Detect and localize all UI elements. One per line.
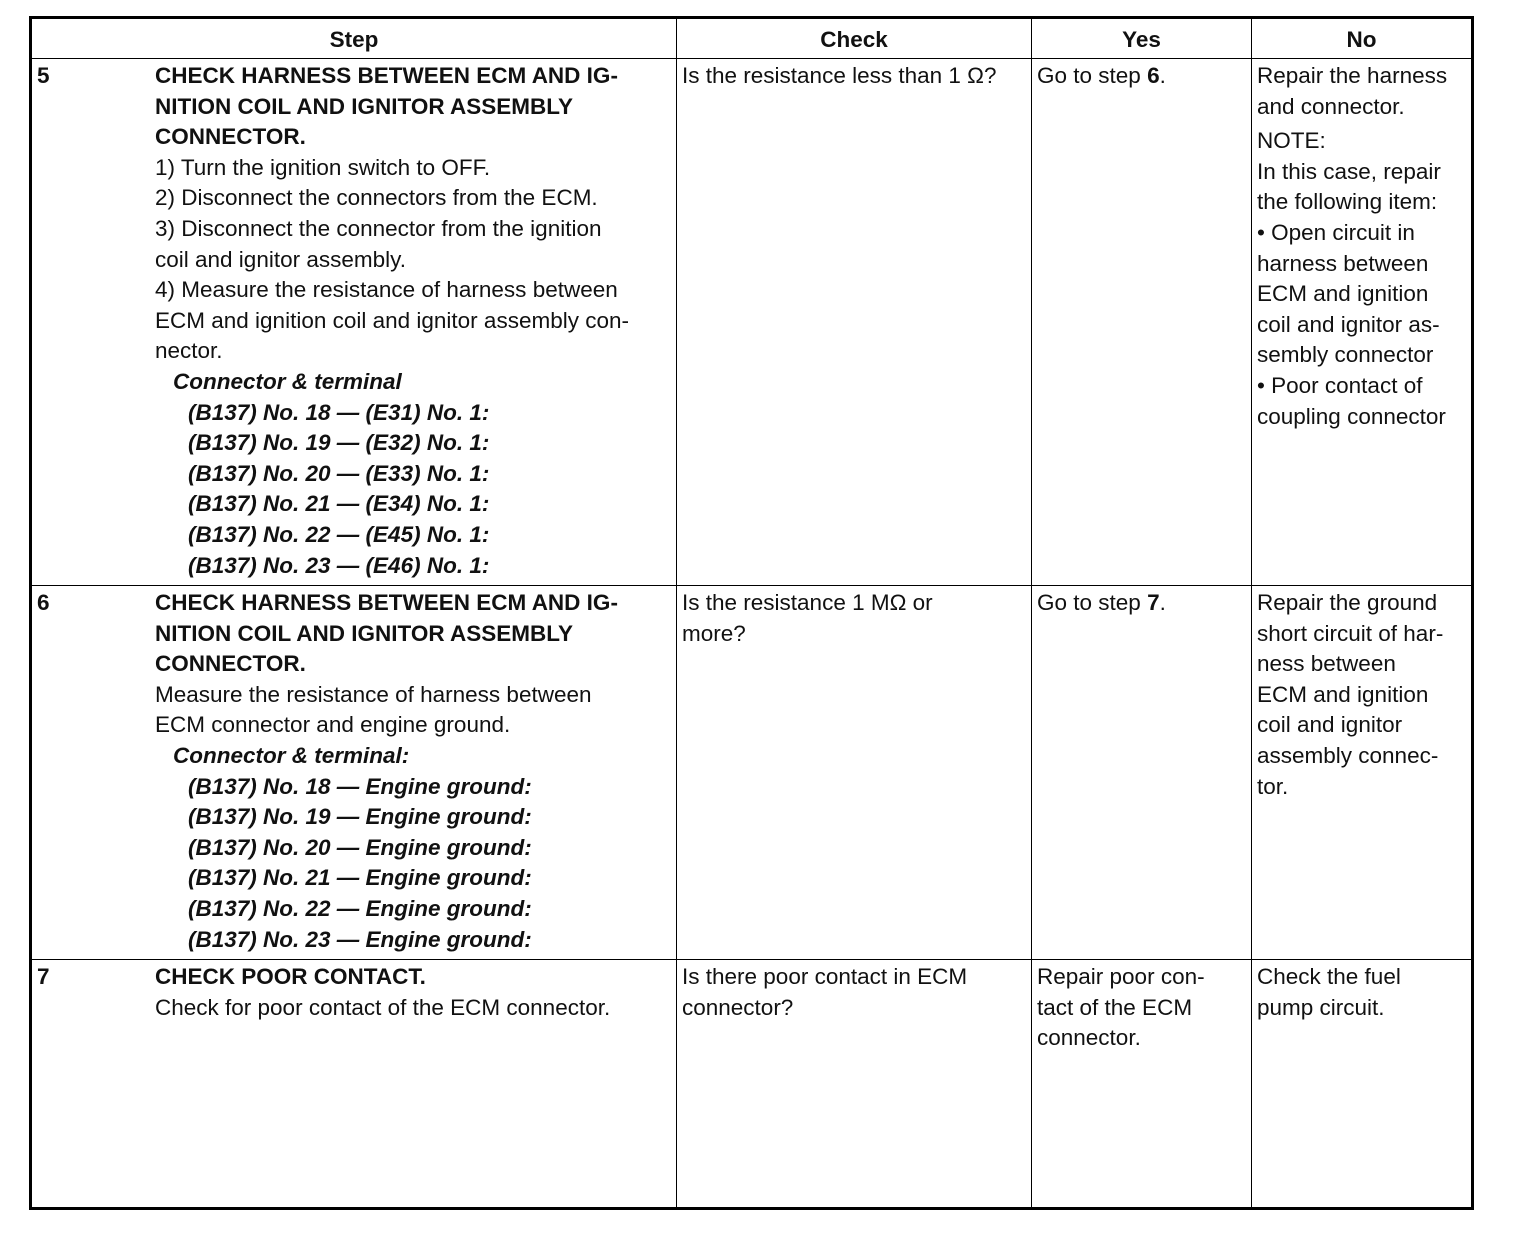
table-row-step-6 — [31, 586, 1473, 960]
yes-text: Go to step — [1037, 590, 1148, 616]
step-title-line: CHECK HARNESS BETWEEN ECM AND IG- — [155, 590, 618, 616]
terminal-pair: (B137) No. 21 — (E34) No. 1: — [188, 491, 490, 517]
yes-cell — [1032, 59, 1252, 586]
no-line: ness between — [1257, 651, 1396, 677]
no-line: coupling connector — [1257, 403, 1446, 429]
terminal-pair: (B137) No. 21 — Engine ground: — [188, 865, 532, 891]
step-title-line: CONNECTOR. — [155, 124, 306, 150]
instruction-line: coil and ignitor assembly. — [155, 246, 406, 272]
step-reference: 7 — [1147, 590, 1160, 616]
step-title-line: CHECK HARNESS BETWEEN ECM AND IG- — [155, 63, 618, 88]
no-line: • Open circuit in — [1257, 219, 1415, 245]
instruction-line: Check for poor contact of the ECM connector. — [155, 994, 611, 1020]
header-step: Step — [31, 18, 677, 59]
check-cell — [677, 960, 1032, 1209]
step-number: 7 — [37, 964, 50, 990]
step-title-line: NITION COIL AND IGNITOR ASSEMBLY — [155, 620, 573, 646]
no-line: short circuit of har- — [1257, 620, 1444, 646]
terminal-pair: (B137) No. 20 — (E33) No. 1: — [188, 460, 490, 486]
instruction-line: 2) Disconnect the connectors from the ECM. — [155, 185, 598, 211]
no-line: sembly connector — [1257, 342, 1434, 368]
check-question: Is there poor contact in ECM — [682, 964, 968, 990]
table-row-step-5 — [31, 59, 1473, 586]
instruction-line: 4) Measure the resistance of harness between — [155, 277, 618, 303]
connector-terminal-heading: Connector & terminal: — [173, 743, 410, 769]
no-line: • Poor contact of — [1257, 372, 1423, 398]
diagnostic-table — [29, 16, 1474, 1210]
terminal-pair: (B137) No. 19 — (E32) No. 1: — [188, 430, 490, 456]
yes-line: connector. — [1037, 1025, 1141, 1051]
no-line: ECM and ignition — [1257, 681, 1429, 707]
terminal-pair: (B137) No. 23 — (E46) No. 1: — [188, 552, 490, 578]
check-question: Is the resistance 1 MΩ or — [682, 590, 933, 616]
table-row-step-7 — [31, 960, 1473, 1209]
step-cell — [31, 586, 677, 960]
check-cell — [677, 586, 1032, 960]
no-line: harness between — [1257, 250, 1429, 276]
terminal-pair: (B137) No. 23 — Engine ground: — [188, 926, 532, 952]
yes-period: . — [1159, 590, 1166, 616]
header-yes: Yes — [1032, 18, 1252, 59]
terminal-pair: (B137) No. 19 — Engine ground: — [188, 804, 532, 830]
yes-cell — [1032, 960, 1252, 1209]
check-question: more? — [682, 620, 746, 646]
no-line: coil and ignitor as- — [1257, 311, 1440, 337]
yes-action — [1037, 61, 1246, 92]
yes-line: Repair poor con- — [1037, 964, 1205, 990]
step-cell — [31, 960, 677, 1209]
step-cell — [31, 59, 677, 586]
connector-terminal-heading: Connector & terminal — [173, 368, 402, 394]
no-line: pump circuit. — [1257, 994, 1385, 1020]
no-cell — [1252, 586, 1473, 960]
terminal-pair: (B137) No. 18 — (E31) No. 1: — [188, 399, 490, 425]
instruction-line: 3) Disconnect the connector from the ignition — [155, 215, 602, 241]
no-line: In this case, repair — [1257, 158, 1441, 184]
yes-period: . — [1159, 63, 1166, 88]
no-line: Repair the ground — [1257, 590, 1438, 616]
terminal-pair: (B137) No. 22 — Engine ground: — [188, 896, 532, 922]
terminal-pair: (B137) No. 22 — (E45) No. 1: — [188, 521, 490, 547]
yes-action — [1037, 588, 1246, 619]
instruction-line: ECM and ignition coil and ignitor assembly con- — [155, 307, 629, 333]
instruction-line: Measure the resistance of harness between — [155, 681, 592, 707]
step-number: 5 — [37, 63, 50, 88]
step-number: 6 — [37, 590, 50, 616]
instruction-line: ECM connector and engine ground. — [155, 712, 511, 738]
note-label: NOTE: — [1257, 128, 1326, 154]
yes-text: Go to step — [1037, 63, 1148, 88]
no-cell — [1252, 59, 1473, 586]
header-row — [31, 18, 1473, 59]
yes-cell — [1032, 586, 1252, 960]
step-title-line: NITION COIL AND IGNITOR ASSEMBLY — [155, 93, 573, 119]
check-question: connector? — [682, 994, 794, 1020]
yes-line: tact of the ECM — [1037, 994, 1193, 1020]
terminal-pair: (B137) No. 18 — Engine ground: — [188, 773, 532, 799]
no-line: Check the fuel — [1257, 964, 1401, 990]
step-title-line: CHECK POOR CONTACT. — [155, 964, 426, 990]
no-line: ECM and ignition — [1257, 281, 1429, 307]
no-line: the following item: — [1257, 189, 1438, 215]
no-line: coil and ignitor — [1257, 712, 1403, 738]
no-line: and connector. — [1257, 93, 1405, 119]
header-no: No — [1252, 18, 1473, 59]
header-check: Check — [677, 18, 1032, 59]
no-cell — [1252, 960, 1473, 1209]
terminal-pair: (B137) No. 20 — Engine ground: — [188, 834, 532, 860]
no-line: assembly connec- — [1257, 743, 1439, 769]
check-cell — [677, 59, 1032, 586]
no-line: Repair the harness — [1257, 63, 1448, 88]
step-title-line: CONNECTOR. — [155, 651, 306, 677]
no-line: tor. — [1257, 773, 1289, 799]
instruction-line: 1) Turn the ignition switch to OFF. — [155, 154, 491, 180]
check-question: Is the resistance less than 1 Ω? — [682, 63, 997, 88]
step-reference: 6 — [1147, 63, 1160, 88]
instruction-line: nector. — [155, 338, 223, 364]
